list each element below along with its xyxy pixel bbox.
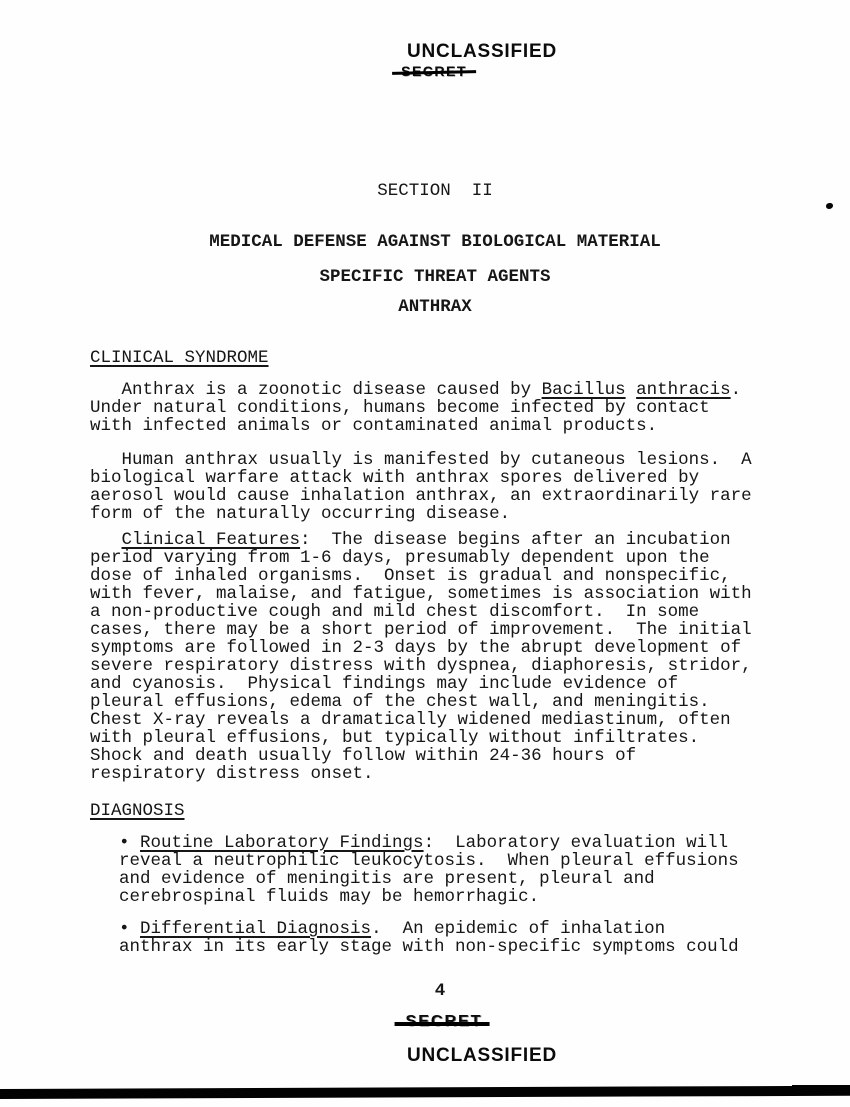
subtitle-specific-threat-agents	[90, 268, 780, 286]
text-line: SECTION II	[377, 181, 493, 201]
text-line: aerosol would cause inhalation anthrax, an extraordinarily rare	[90, 486, 752, 506]
redaction-bar-end	[792, 1085, 850, 1094]
bullet-routine-laboratory-findings	[119, 834, 809, 906]
text-line: Chest X-ray reveals a dramatically widened mediastinum, often	[90, 710, 731, 730]
ink-speck	[826, 203, 833, 209]
text-line: and cyanosis. Physical findings may include evidence of	[90, 674, 679, 694]
text-line: with fever, malaise, and fatigue, sometimes is association with	[90, 584, 752, 604]
subtitle-anthrax	[90, 298, 780, 316]
text-line: MEDICAL DEFENSE AGAINST BIOLOGICAL MATERIAL	[209, 232, 661, 252]
text-line: symptoms are followed in 2-3 days by the abrupt development of	[90, 638, 742, 658]
text-line: reveal a neutrophilic leukocytosis. When pleural effusions	[119, 851, 739, 871]
text-line: CLINICAL SYNDROME	[90, 348, 269, 368]
text-line: period varying from 1-6 days, presumably dependent upon the	[90, 548, 710, 568]
text-line: Clinical Features: The disease begins after an incubation	[121, 530, 731, 550]
doc-title	[90, 233, 780, 251]
text-line: severe respiratory distress with dyspnea, diaphoresis, stridor,	[90, 656, 752, 676]
unclassified-stamp-top: UNCLASSIFIED	[407, 41, 557, 62]
text-line: anthrax in its early stage with non-specific symptoms could	[119, 937, 739, 957]
text-line: pleural effusions, edema of the chest wall, and meningitis.	[90, 692, 710, 712]
text-line: with infected animals or contaminated animal products.	[90, 416, 658, 436]
text-line: Under natural conditions, humans become infected by contact	[90, 398, 710, 418]
heading-diagnosis	[90, 802, 780, 820]
text-line: SPECIFIC THREAT AGENTS	[319, 267, 551, 287]
para-human-anthrax	[90, 451, 780, 523]
unclassified-stamp-bottom: UNCLASSIFIED	[407, 1045, 557, 1066]
text-line: Shock and death usually follow within 24-36 hours of	[90, 746, 637, 766]
text-line: form of the naturally occurring disease.	[90, 504, 511, 524]
text-line: respiratory distress onset.	[90, 764, 374, 784]
text-line: Anthrax is a zoonotic disease caused by Bacillus anthracis.	[90, 380, 742, 400]
text-line: Human anthrax usually is manifested by cutaneous lesions. A	[90, 450, 752, 470]
text-line: • Differential Diagnosis. An epidemic of inhalation	[119, 919, 666, 939]
para-zoonotic	[90, 381, 780, 435]
text-line: dose of inhaled organisms. Onset is gradual and nonspecific,	[90, 566, 731, 586]
bullet-differential-diagnosis	[119, 920, 809, 956]
heading-clinical-syndrome	[90, 349, 780, 367]
secret-struck-bottom	[406, 1013, 483, 1031]
text-line: cerebrospinal fluids may be hemorrhagic.	[119, 887, 540, 907]
strikethrough-line	[395, 1022, 490, 1026]
text-line: • Routine Laboratory Findings: Laboratory evaluation will	[119, 833, 729, 853]
para-clinical-features	[90, 531, 780, 783]
text-line: biological warfare attack with anthrax spores delivered by	[90, 468, 700, 488]
redaction-bar	[0, 1086, 850, 1099]
secret-struck-top	[401, 63, 467, 79]
page-number: 4	[434, 981, 446, 1001]
text-line: and evidence of meningitis are present, pleural and	[119, 869, 655, 889]
section-title	[90, 182, 780, 200]
text-line: ANTHRAX	[398, 297, 472, 317]
text-line: a non-productive cough and mild chest discomfort. In some	[90, 602, 700, 622]
text-line: with pleural effusions, but typically without infiltrates.	[90, 728, 700, 748]
text-line: cases, there may be a short period of improvement. The initial	[90, 620, 752, 640]
text-line: DIAGNOSIS	[90, 801, 185, 821]
